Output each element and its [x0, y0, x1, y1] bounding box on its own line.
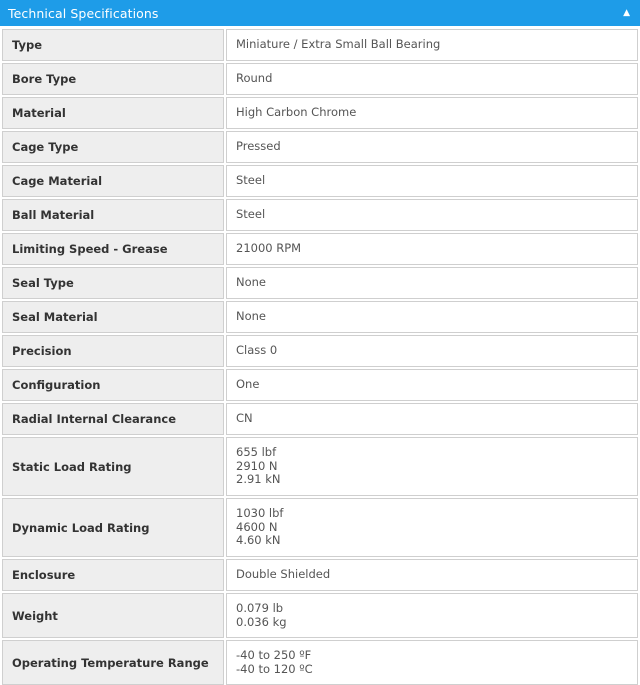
- spec-value-lines: [236, 174, 265, 188]
- spec-label: Configuration: [2, 369, 224, 401]
- spec-value-line: 1030 lbf: [236, 506, 284, 521]
- spec-value-lines: [236, 568, 330, 582]
- specs-table: [0, 26, 640, 685]
- spec-value-line: None: [236, 275, 267, 290]
- spec-label: Dynamic Load Rating: [2, 498, 224, 557]
- spec-value-line: 4.60 kN: [236, 533, 281, 548]
- spec-value: [226, 233, 638, 265]
- spec-label: Limiting Speed - Grease: [2, 233, 224, 265]
- spec-label: Seal Material: [2, 301, 224, 333]
- spec-label: Cage Material: [2, 165, 224, 197]
- spec-label: Precision: [2, 335, 224, 367]
- spec-value-line: 655 lbf: [236, 445, 277, 460]
- panel-title: Technical Specifications: [8, 5, 159, 21]
- spec-value-lines: [236, 276, 266, 290]
- spec-label: Ball Material: [2, 199, 224, 231]
- spec-row: [2, 369, 638, 401]
- spec-label: Material: [2, 97, 224, 129]
- spec-label: Radial Internal Clearance: [2, 403, 224, 435]
- spec-value-lines: [236, 649, 313, 676]
- spec-value-line: 0.036 kg: [236, 614, 287, 629]
- spec-value-line: 21000 RPM: [236, 241, 302, 256]
- spec-label: Type: [2, 29, 224, 61]
- spec-value: [226, 640, 638, 685]
- spec-label: Operating Temperature Range: [2, 640, 224, 685]
- spec-label: Seal Type: [2, 267, 224, 299]
- spec-row: [2, 131, 638, 163]
- spec-value: [226, 165, 638, 197]
- spec-value-line: Double Shielded: [236, 567, 331, 582]
- spec-row: [2, 559, 638, 591]
- spec-value-line: Steel: [236, 207, 266, 222]
- spec-value-line: CN: [236, 411, 253, 426]
- spec-value-line: Miniature / Extra Small Ball Bearing: [236, 37, 441, 52]
- spec-value-line: None: [236, 309, 267, 324]
- spec-label: Static Load Rating: [2, 437, 224, 496]
- spec-value-lines: [236, 242, 301, 256]
- spec-value: [226, 593, 638, 638]
- spec-row: [2, 498, 638, 557]
- spec-value-line: 0.079 lb: [236, 601, 284, 615]
- spec-value: [226, 63, 638, 95]
- spec-value: [226, 369, 638, 401]
- spec-value-lines: [236, 378, 259, 392]
- spec-row: [2, 97, 638, 129]
- spec-value-lines: [236, 344, 277, 358]
- spec-value-lines: [236, 310, 266, 324]
- spec-value: [226, 131, 638, 163]
- spec-value-lines: [236, 106, 356, 120]
- spec-value-lines: [236, 38, 440, 52]
- spec-value: [226, 335, 638, 367]
- spec-row: [2, 403, 638, 435]
- spec-value-lines: [236, 412, 253, 426]
- spec-label: Enclosure: [2, 559, 224, 591]
- spec-value-line: 2.91 kN: [236, 472, 281, 487]
- spec-value: [226, 559, 638, 591]
- caret-up-icon[interactable]: ▲: [623, 7, 630, 18]
- spec-value: [226, 437, 638, 496]
- spec-value-line: High Carbon Chrome: [236, 105, 357, 120]
- spec-label: Weight: [2, 593, 224, 638]
- spec-value-line: -40 to 250 ºF: [236, 648, 312, 662]
- spec-label: Bore Type: [2, 63, 224, 95]
- spec-value: [226, 199, 638, 231]
- spec-row: [2, 29, 638, 61]
- spec-value-lines: [236, 446, 281, 487]
- spec-value-lines: [236, 602, 287, 629]
- spec-row: [2, 233, 638, 265]
- spec-value-lines: [236, 507, 283, 548]
- spec-value: [226, 97, 638, 129]
- spec-value-line: 4600 N: [236, 519, 278, 534]
- spec-row: [2, 63, 638, 95]
- spec-row: [2, 437, 638, 496]
- panel-header[interactable]: [0, 0, 640, 26]
- spec-value-lines: [236, 72, 272, 86]
- spec-value: [226, 29, 638, 61]
- spec-label: Cage Type: [2, 131, 224, 163]
- spec-value-line: Steel: [236, 173, 266, 188]
- spec-row: [2, 165, 638, 197]
- spec-row: [2, 593, 638, 638]
- spec-value: [226, 301, 638, 333]
- spec-value-line: One: [236, 377, 260, 392]
- spec-value: [226, 498, 638, 557]
- spec-row: [2, 267, 638, 299]
- spec-row: [2, 640, 638, 685]
- spec-value-lines: [236, 140, 281, 154]
- spec-value: [226, 403, 638, 435]
- spec-value-line: -40 to 120 ºC: [236, 661, 313, 676]
- spec-value: [226, 267, 638, 299]
- spec-value-line: Class 0: [236, 343, 278, 358]
- spec-row: [2, 199, 638, 231]
- spec-value-line: 2910 N: [236, 458, 278, 473]
- spec-row: [2, 301, 638, 333]
- spec-value-line: Pressed: [236, 139, 281, 154]
- spec-value-lines: [236, 208, 265, 222]
- spec-row: [2, 335, 638, 367]
- spec-value-line: Round: [236, 71, 273, 86]
